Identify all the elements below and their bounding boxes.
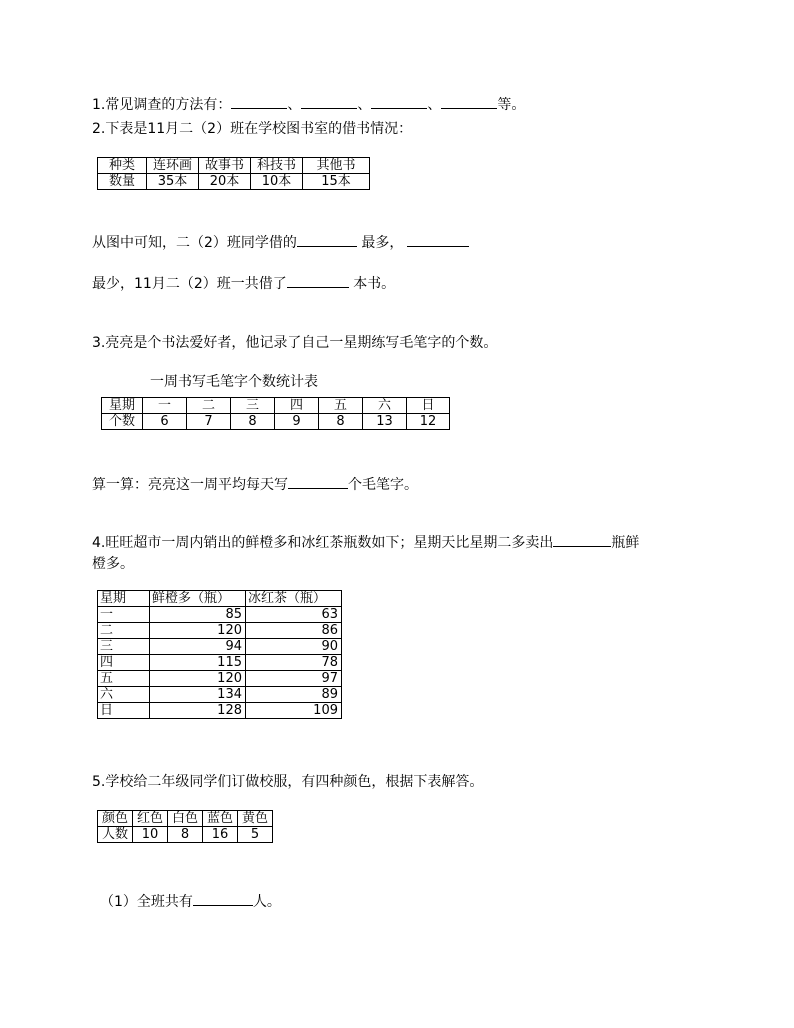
table-cell: 120	[150, 671, 246, 687]
table-row	[98, 687, 342, 703]
table-row	[102, 414, 450, 430]
q4-blank-diff[interactable]	[553, 534, 611, 547]
table-cell: 115	[150, 655, 246, 671]
table-row	[98, 639, 342, 655]
table-cell: 颜色	[98, 811, 133, 827]
table-row	[98, 158, 370, 174]
table-cell: 冰红茶（瓶）	[246, 591, 342, 607]
q3-calc-end: 个毛笔字。	[348, 477, 418, 493]
table-cell: 四	[275, 398, 319, 414]
table-cell: 四	[98, 655, 150, 671]
q3-table-title: 一周书写毛笔字个数统计表	[150, 374, 318, 390]
table-cell: 一	[143, 398, 187, 414]
table-cell: 连环画	[147, 158, 199, 174]
q2-blank-least[interactable]	[407, 234, 469, 247]
q1-blank-2[interactable]	[301, 96, 357, 109]
table-cell: 红色	[133, 811, 168, 827]
q1-blank-1[interactable]	[231, 96, 287, 109]
table-cell: 7	[187, 414, 231, 430]
table-cell: 109	[246, 703, 342, 719]
q2-blank-total[interactable]	[287, 275, 349, 288]
table-cell: 白色	[168, 811, 203, 827]
q1-sep-1: 、	[287, 97, 302, 113]
table-cell: 故事书	[199, 158, 251, 174]
table-cell: 120	[150, 623, 246, 639]
table-row	[98, 607, 342, 623]
question-5-text: 5.学校给二年级同学们订做校服，有四种颜色，根据下表解答。	[92, 774, 484, 790]
q3-blank-average[interactable]	[288, 476, 348, 489]
table-row	[98, 623, 342, 639]
table-cell: 9	[275, 414, 319, 430]
table-row	[98, 827, 273, 843]
table-cell: 94	[150, 639, 246, 655]
table-cell: 90	[246, 639, 342, 655]
table-cell: 16	[203, 827, 238, 843]
q1-end: 等。	[497, 97, 526, 113]
table-cell: 8	[168, 827, 203, 843]
q2-line-1	[92, 232, 469, 252]
q3-calc-text: 算一算：亮亮这一周平均每天写	[92, 477, 288, 493]
q2-line-2	[92, 273, 395, 293]
table-cell: 人数	[98, 827, 133, 843]
table-cell: 科技书	[251, 158, 303, 174]
q4-text-end: 瓶鲜	[611, 535, 640, 551]
table-cell: 10本	[251, 174, 303, 190]
q4-sales-table	[97, 590, 342, 719]
table-cell: 63	[246, 607, 342, 623]
table-cell: 星期	[102, 398, 143, 414]
table-cell: 黄色	[238, 811, 273, 827]
table-cell: 二	[187, 398, 231, 414]
table-cell: 种类	[98, 158, 147, 174]
table-cell: 35本	[147, 174, 199, 190]
q2-blank-most[interactable]	[297, 234, 357, 247]
table-cell: 五	[98, 671, 150, 687]
q3-calc	[92, 474, 418, 494]
question-3-text: 3.亮亮是个书法爱好者，他记录了自己一星期练写毛笔字的个数。	[92, 335, 498, 351]
q5-uniform-table	[97, 810, 273, 843]
table-cell: 20本	[199, 174, 251, 190]
table-cell: 8	[319, 414, 363, 430]
table-cell: 个数	[102, 414, 143, 430]
table-cell: 89	[246, 687, 342, 703]
table-cell: 78	[246, 655, 342, 671]
q1-sep-2: 、	[357, 97, 372, 113]
table-cell: 六	[363, 398, 407, 414]
table-cell: 六	[98, 687, 150, 703]
table-cell: 三	[231, 398, 275, 414]
table-cell: 五	[319, 398, 363, 414]
table-row	[98, 811, 273, 827]
q2-line-2-end: 本书。	[353, 276, 396, 292]
table-cell: 12	[407, 414, 450, 430]
q5-sub-1	[100, 891, 281, 911]
table-cell: 二	[98, 623, 150, 639]
table-cell: 其他书	[303, 158, 370, 174]
table-row	[98, 671, 342, 687]
table-cell: 134	[150, 687, 246, 703]
table-cell: 数量	[98, 174, 147, 190]
table-row	[98, 703, 342, 719]
table-cell: 128	[150, 703, 246, 719]
table-cell: 日	[407, 398, 450, 414]
question-1	[92, 94, 525, 114]
q4-text: 4.旺旺超市一周内销出的鲜橙多和冰红茶瓶数如下；星期天比星期二多卖出	[92, 535, 554, 551]
question-4-line-2: 橙多。	[92, 556, 134, 572]
table-cell: 86	[246, 623, 342, 639]
table-cell: 三	[98, 639, 150, 655]
q5-sub-1-text: （1）全班共有	[100, 894, 193, 910]
q1-text: 1.常见调查的方法有：	[92, 97, 232, 113]
question-2-text: 2.下表是11月二（2）班在学校图书室的借书情况：	[92, 121, 413, 137]
table-cell: 日	[98, 703, 150, 719]
question-4-line-1	[92, 532, 639, 552]
table-row	[98, 655, 342, 671]
q2-line-1-most: 最多，	[361, 235, 404, 251]
table-cell: 85	[150, 607, 246, 623]
table-cell: 97	[246, 671, 342, 687]
table-cell: 5	[238, 827, 273, 843]
table-cell: 13	[363, 414, 407, 430]
q5-sub-1-end: 人。	[252, 894, 281, 910]
q5-blank-total[interactable]	[193, 893, 253, 906]
table-cell: 10	[133, 827, 168, 843]
table-cell: 15本	[303, 174, 370, 190]
table-row	[98, 591, 342, 607]
q3-brush-table	[101, 397, 450, 430]
table-cell: 6	[143, 414, 187, 430]
q2-line-2-text: 最少，11月二（2）班一共借了	[92, 276, 287, 292]
q2-line-1-text: 从图中可知，二（2）班同学借的	[92, 235, 297, 251]
table-cell: 星期	[98, 591, 150, 607]
table-cell: 一	[98, 607, 150, 623]
table-cell: 8	[231, 414, 275, 430]
table-cell: 蓝色	[203, 811, 238, 827]
table-row	[98, 174, 370, 190]
q1-blank-3[interactable]	[371, 96, 427, 109]
q2-borrow-table	[97, 157, 370, 190]
table-cell: 鲜橙多（瓶）	[150, 591, 246, 607]
q1-blank-4[interactable]	[441, 96, 497, 109]
q1-sep-3: 、	[427, 97, 442, 113]
table-row	[102, 398, 450, 414]
